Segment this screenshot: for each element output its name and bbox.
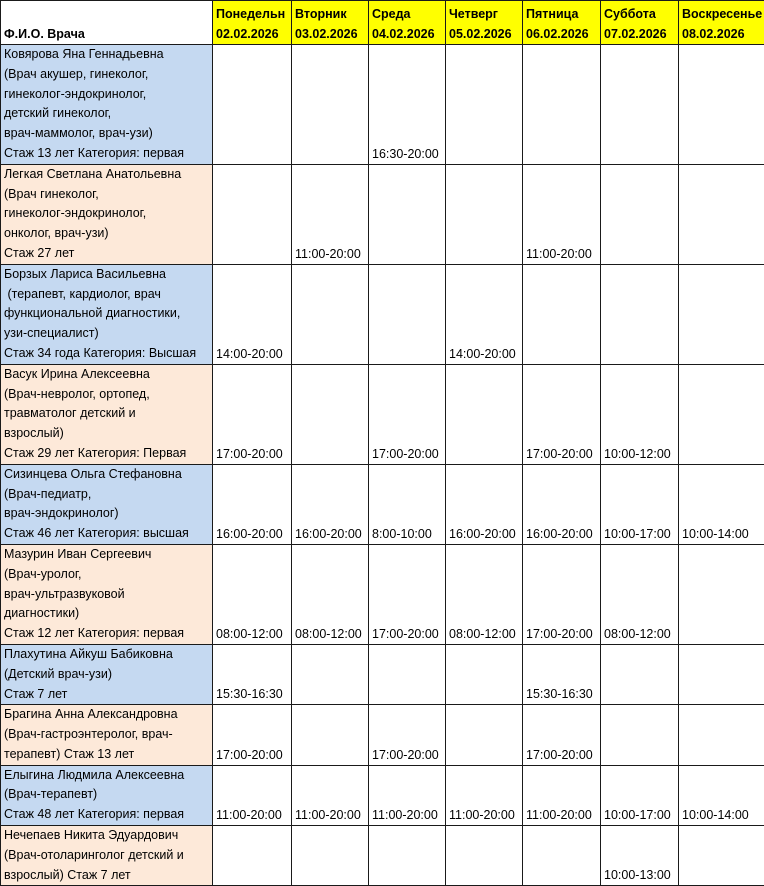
doctor-info-line: узи-специалист)	[4, 324, 209, 344]
schedule-cell: 17:00-20:00	[523, 544, 601, 644]
schedule-cell	[679, 705, 764, 765]
day-name: Четверг	[449, 4, 519, 24]
schedule-cell: 11:00-20:00	[292, 164, 369, 264]
schedule-cell: 11:00-20:00	[523, 164, 601, 264]
schedule-cell	[679, 826, 764, 886]
doctor-info-cell	[1, 544, 213, 644]
day-date: 05.02.2026	[449, 24, 519, 44]
doctor-row	[1, 826, 764, 886]
doctor-info-line: (Врач-уролог,	[4, 565, 209, 585]
doctor-name: Нечепаев Никита Эдуардович	[4, 826, 209, 846]
schedule-cell	[679, 544, 764, 644]
doctor-info-cell	[1, 464, 213, 544]
doctor-info-line: (Врач-отоларинголог детский и	[4, 846, 209, 866]
doctor-info-line: Стаж 13 лет Категория: первая	[4, 144, 209, 164]
schedule-cell: 10:00-17:00	[601, 765, 679, 825]
doctor-info-line: (Врач гинеколог,	[4, 185, 209, 205]
schedule-cell: 08:00-12:00	[446, 544, 523, 644]
schedule-cell: 16:00-20:00	[446, 464, 523, 544]
schedule-cell	[679, 164, 764, 264]
doctor-name: Сизинцева Ольга Стефановна	[4, 465, 209, 485]
schedule-cell	[679, 644, 764, 704]
schedule-cell: 17:00-20:00	[523, 705, 601, 765]
day-column-header	[292, 1, 369, 45]
doctor-info-line: Стаж 48 лет Категория: первая	[4, 805, 209, 825]
doctor-row	[1, 544, 764, 644]
schedule-cell	[292, 264, 369, 364]
day-column-header	[523, 1, 601, 45]
day-date: 04.02.2026	[372, 24, 442, 44]
header-row	[1, 1, 764, 45]
doctor-row	[1, 164, 764, 264]
doctor-row	[1, 45, 764, 165]
doctor-name: Борзых Лариса Васильевна	[4, 265, 209, 285]
schedule-cell: 14:00-20:00	[446, 264, 523, 364]
doctor-name: Васук Ирина Алексеевна	[4, 365, 209, 385]
doctor-info-cell	[1, 45, 213, 165]
day-date: 02.02.2026	[216, 24, 288, 44]
doctor-name: Брагина Анна Александровна	[4, 705, 209, 725]
doctor-info-line: (Детский врач-узи)	[4, 665, 209, 685]
schedule-cell: 15:30-16:30	[523, 644, 601, 704]
schedule-cell: 16:00-20:00	[213, 464, 292, 544]
doctor-info-cell	[1, 765, 213, 825]
doctor-info-line: (Врач акушер, гинеколог,	[4, 65, 209, 85]
doctor-info-cell	[1, 364, 213, 464]
schedule-cell: 11:00-20:00	[523, 765, 601, 825]
day-column-header	[213, 1, 292, 45]
schedule-cell: 10:00-14:00	[679, 464, 764, 544]
doctor-info-cell	[1, 826, 213, 886]
schedule-cell	[601, 644, 679, 704]
schedule-cell	[679, 364, 764, 464]
doctor-info-cell	[1, 644, 213, 704]
schedule-cell: 8:00-10:00	[369, 464, 446, 544]
doctor-name: Елыгина Людмила Алексеевна	[4, 766, 209, 786]
doctor-info-line: взрослый) Стаж 7 лет	[4, 866, 209, 886]
schedule-cell	[369, 264, 446, 364]
schedule-cell	[446, 45, 523, 165]
doctor-info-line: терапевт) Стаж 13 лет	[4, 745, 209, 765]
schedule-cell: 15:30-16:30	[213, 644, 292, 704]
schedule-cell: 08:00-12:00	[213, 544, 292, 644]
schedule-cell: 10:00-17:00	[601, 464, 679, 544]
schedule-cell: 11:00-20:00	[446, 765, 523, 825]
schedule-cell	[446, 705, 523, 765]
day-name: Понедельн	[216, 4, 288, 24]
schedule-cell	[369, 826, 446, 886]
day-column-header	[369, 1, 446, 45]
day-date: 03.02.2026	[295, 24, 365, 44]
schedule-cell: 17:00-20:00	[213, 705, 292, 765]
schedule-cell: 11:00-20:00	[213, 765, 292, 825]
doctor-info-line: (Врач-невролог, ортопед,	[4, 385, 209, 405]
schedule-cell	[213, 164, 292, 264]
doctor-info-cell	[1, 164, 213, 264]
schedule-cell	[292, 644, 369, 704]
doctor-info-line: врач-эндокринолог)	[4, 504, 209, 524]
doctor-info-line: (терапевт, кардиолог, врач	[4, 285, 209, 305]
doctor-name: Плахутина Айкуш Бабиковна	[4, 645, 209, 665]
doctor-info-line: детский гинеколог,	[4, 104, 209, 124]
day-date: 06.02.2026	[526, 24, 597, 44]
doctor-info-line: (Врач-терапевт)	[4, 785, 209, 805]
doctor-info-line: Стаж 7 лет	[4, 685, 209, 705]
doctor-info-line: Стаж 46 лет Категория: высшая	[4, 524, 209, 544]
schedule-cell: 11:00-20:00	[369, 765, 446, 825]
doctor-info-cell	[1, 705, 213, 765]
schedule-cell: 16:00-20:00	[292, 464, 369, 544]
doctor-info-line: врач-ультразвуковой	[4, 585, 209, 605]
schedule-cell	[523, 826, 601, 886]
schedule-cell: 16:00-20:00	[523, 464, 601, 544]
schedule-cell	[446, 364, 523, 464]
schedule-cell	[601, 45, 679, 165]
doctor-info-line: диагностики)	[4, 604, 209, 624]
name-column-header: Ф.И.О. Врача	[1, 1, 213, 45]
doctor-info-line: онколог, врач-узи)	[4, 224, 209, 244]
schedule-cell	[213, 45, 292, 165]
doctor-info-line: гинеколог-эндокринолог,	[4, 85, 209, 105]
schedule-body	[1, 45, 764, 886]
schedule-cell	[369, 164, 446, 264]
schedule-cell: 08:00-12:00	[601, 544, 679, 644]
day-name: Среда	[372, 4, 442, 24]
doctor-info-line: травматолог детский и	[4, 404, 209, 424]
doctor-name: Мазурин Иван Сергеевич	[4, 545, 209, 565]
day-name: Суббота	[604, 4, 675, 24]
schedule-cell	[213, 826, 292, 886]
schedule-cell: 11:00-20:00	[292, 765, 369, 825]
schedule-cell: 17:00-20:00	[369, 364, 446, 464]
doctor-row	[1, 705, 764, 765]
doctor-row	[1, 264, 764, 364]
schedule-cell: 17:00-20:00	[213, 364, 292, 464]
schedule-cell	[292, 45, 369, 165]
day-name: Пятница	[526, 4, 597, 24]
schedule-cell: 17:00-20:00	[369, 705, 446, 765]
schedule-cell: 16:30-20:00	[369, 45, 446, 165]
doctor-row	[1, 464, 764, 544]
schedule-cell	[601, 705, 679, 765]
day-column-header	[446, 1, 523, 45]
day-column-header	[679, 1, 764, 45]
doctor-row	[1, 364, 764, 464]
schedule-cell	[601, 264, 679, 364]
doctor-name: Легкая Светлана Анатольевна	[4, 165, 209, 185]
doctor-info-line: (Врач-педиатр,	[4, 485, 209, 505]
schedule-cell	[523, 45, 601, 165]
day-date: 07.02.2026	[604, 24, 675, 44]
schedule-cell	[446, 644, 523, 704]
schedule-cell: 10:00-13:00	[601, 826, 679, 886]
day-name: Воскресенье	[682, 4, 761, 24]
schedule-cell	[369, 644, 446, 704]
schedule-cell	[523, 264, 601, 364]
doctor-info-line: взрослый)	[4, 424, 209, 444]
schedule-cell: 08:00-12:00	[292, 544, 369, 644]
schedule-cell	[292, 705, 369, 765]
schedule-cell: 17:00-20:00	[369, 544, 446, 644]
doctor-info-line: Стаж 34 года Категория: Высшая	[4, 344, 209, 364]
schedule-cell: 17:00-20:00	[523, 364, 601, 464]
schedule-cell	[679, 45, 764, 165]
doctor-row	[1, 644, 764, 704]
doctor-info-line: (Врач-гастроэнтеролог, врач-	[4, 725, 209, 745]
schedule-cell	[679, 264, 764, 364]
doctor-info-line: Стаж 29 лет Категория: Первая	[4, 444, 209, 464]
day-date: 08.02.2026	[682, 24, 761, 44]
doctor-info-cell	[1, 264, 213, 364]
doctor-name: Ковярова Яна Геннадьевна	[4, 45, 209, 65]
doctor-info-line: гинеколог-эндокринолог,	[4, 204, 209, 224]
day-column-header	[601, 1, 679, 45]
schedule-cell	[292, 826, 369, 886]
schedule-cell: 10:00-12:00	[601, 364, 679, 464]
schedule-cell: 14:00-20:00	[213, 264, 292, 364]
doctor-info-line: врач-маммолог, врач-узи)	[4, 124, 209, 144]
schedule-cell: 10:00-14:00	[679, 765, 764, 825]
schedule-cell	[446, 826, 523, 886]
doctor-info-line: Стаж 27 лет	[4, 244, 209, 264]
doctor-info-line: функциональной диагностики,	[4, 304, 209, 324]
schedule-cell	[446, 164, 523, 264]
schedule-cell	[601, 164, 679, 264]
schedule-cell	[292, 364, 369, 464]
day-name: Вторник	[295, 4, 365, 24]
doctor-row	[1, 765, 764, 825]
doctor-info-line: Стаж 12 лет Категория: первая	[4, 624, 209, 644]
